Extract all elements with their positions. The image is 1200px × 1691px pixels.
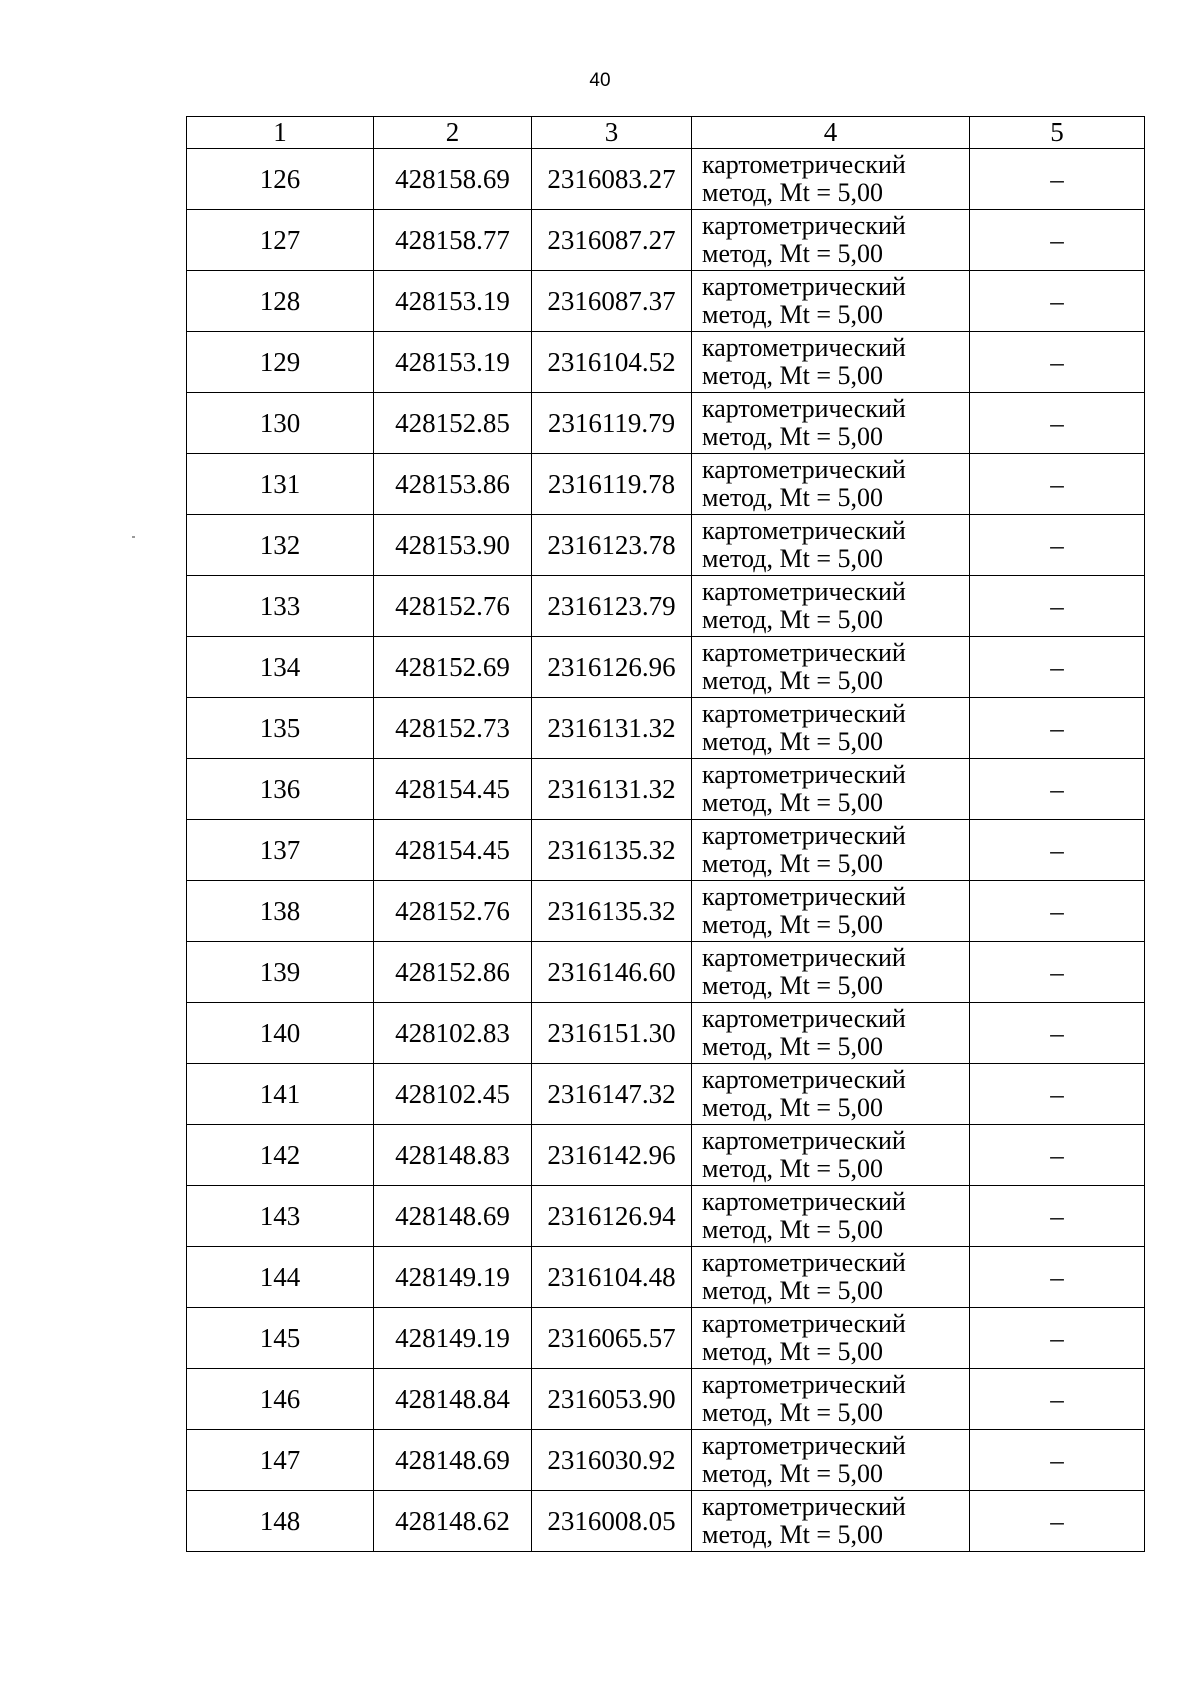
note-cell: – [970, 698, 1145, 759]
x-coordinate-cell: 428152.76 [374, 576, 532, 637]
method-cell: картометрический метод, Mt = 5,00 [692, 1247, 970, 1308]
y-coordinate-cell: 2316053.90 [532, 1369, 692, 1430]
point-number-cell: 140 [187, 1003, 374, 1064]
point-number-cell: 132 [187, 515, 374, 576]
point-number-cell: 130 [187, 393, 374, 454]
note-cell: – [970, 210, 1145, 271]
point-number-cell: 146 [187, 1369, 374, 1430]
note-cell: – [970, 1491, 1145, 1552]
method-cell: картометрический метод, Mt = 5,00 [692, 149, 970, 210]
x-coordinate-cell: 428148.62 [374, 1491, 532, 1552]
x-coordinate-cell: 428154.45 [374, 820, 532, 881]
x-coordinate-cell: 428152.85 [374, 393, 532, 454]
coordinates-table [186, 116, 1145, 1552]
y-coordinate-cell: 2316087.37 [532, 271, 692, 332]
method-cell: картометрический метод, Mt = 5,00 [692, 332, 970, 393]
table-row [187, 1003, 1145, 1064]
note-cell: – [970, 1369, 1145, 1430]
method-cell: картометрический метод, Mt = 5,00 [692, 576, 970, 637]
method-cell: картометрический метод, Mt = 5,00 [692, 1430, 970, 1491]
note-cell: – [970, 454, 1145, 515]
y-coordinate-cell: 2316146.60 [532, 942, 692, 1003]
table-row [187, 942, 1145, 1003]
method-cell: картометрический метод, Mt = 5,00 [692, 881, 970, 942]
y-coordinate-cell: 2316126.94 [532, 1186, 692, 1247]
x-coordinate-cell: 428149.19 [374, 1308, 532, 1369]
table-row [187, 637, 1145, 698]
table-row [187, 881, 1145, 942]
column-header-4: 4 [692, 117, 970, 149]
method-cell: картометрический метод, Mt = 5,00 [692, 1491, 970, 1552]
x-coordinate-cell: 428152.73 [374, 698, 532, 759]
method-cell: картометрический метод, Mt = 5,00 [692, 1125, 970, 1186]
method-cell: картометрический метод, Mt = 5,00 [692, 210, 970, 271]
note-cell: – [970, 942, 1145, 1003]
header-row [187, 117, 1145, 149]
y-coordinate-cell: 2316065.57 [532, 1308, 692, 1369]
method-cell: картометрический метод, Mt = 5,00 [692, 942, 970, 1003]
note-cell: – [970, 149, 1145, 210]
note-cell: – [970, 1125, 1145, 1186]
table-body [187, 149, 1145, 1552]
x-coordinate-cell: 428148.83 [374, 1125, 532, 1186]
note-cell: – [970, 576, 1145, 637]
x-coordinate-cell: 428149.19 [374, 1247, 532, 1308]
y-coordinate-cell: 2316126.96 [532, 637, 692, 698]
x-coordinate-cell: 428158.77 [374, 210, 532, 271]
y-coordinate-cell: 2316135.32 [532, 820, 692, 881]
method-cell: картометрический метод, Mt = 5,00 [692, 393, 970, 454]
column-header-1: 1 [187, 117, 374, 149]
point-number-cell: 143 [187, 1186, 374, 1247]
point-number-cell: 135 [187, 698, 374, 759]
table-row [187, 820, 1145, 881]
point-number-cell: 133 [187, 576, 374, 637]
point-number-cell: 126 [187, 149, 374, 210]
table-row [187, 1186, 1145, 1247]
x-coordinate-cell: 428154.45 [374, 759, 532, 820]
y-coordinate-cell: 2316119.78 [532, 454, 692, 515]
x-coordinate-cell: 428148.69 [374, 1430, 532, 1491]
x-coordinate-cell: 428102.45 [374, 1064, 532, 1125]
note-cell: – [970, 515, 1145, 576]
method-cell: картометрический метод, Mt = 5,00 [692, 1369, 970, 1430]
note-cell: – [970, 637, 1145, 698]
table-header [187, 117, 1145, 149]
y-coordinate-cell: 2316123.79 [532, 576, 692, 637]
note-cell: – [970, 1247, 1145, 1308]
point-number-cell: 141 [187, 1064, 374, 1125]
point-number-cell: 148 [187, 1491, 374, 1552]
table-row [187, 1369, 1145, 1430]
point-number-cell: 144 [187, 1247, 374, 1308]
method-cell: картометрический метод, Mt = 5,00 [692, 1308, 970, 1369]
point-number-cell: 137 [187, 820, 374, 881]
y-coordinate-cell: 2316008.05 [532, 1491, 692, 1552]
y-coordinate-cell: 2316104.48 [532, 1247, 692, 1308]
column-header-2: 2 [374, 117, 532, 149]
method-cell: картометрический метод, Mt = 5,00 [692, 454, 970, 515]
x-coordinate-cell: 428148.84 [374, 1369, 532, 1430]
table-row [187, 759, 1145, 820]
point-number-cell: 129 [187, 332, 374, 393]
y-coordinate-cell: 2316131.32 [532, 698, 692, 759]
note-cell: – [970, 1064, 1145, 1125]
table-row [187, 332, 1145, 393]
point-number-cell: 147 [187, 1430, 374, 1491]
x-coordinate-cell: 428153.90 [374, 515, 532, 576]
x-coordinate-cell: 428152.86 [374, 942, 532, 1003]
y-coordinate-cell: 2316030.92 [532, 1430, 692, 1491]
y-coordinate-cell: 2316123.78 [532, 515, 692, 576]
note-cell: – [970, 759, 1145, 820]
point-number-cell: 134 [187, 637, 374, 698]
x-coordinate-cell: 428158.69 [374, 149, 532, 210]
column-header-5: 5 [970, 117, 1145, 149]
table-row [187, 1430, 1145, 1491]
scan-speck [132, 536, 135, 538]
method-cell: картометрический метод, Mt = 5,00 [692, 1186, 970, 1247]
y-coordinate-cell: 2316104.52 [532, 332, 692, 393]
table-row [187, 271, 1145, 332]
method-cell: картометрический метод, Mt = 5,00 [692, 698, 970, 759]
note-cell: – [970, 1003, 1145, 1064]
method-cell: картометрический метод, Mt = 5,00 [692, 271, 970, 332]
note-cell: – [970, 393, 1145, 454]
y-coordinate-cell: 2316083.27 [532, 149, 692, 210]
method-cell: картометрический метод, Mt = 5,00 [692, 1064, 970, 1125]
x-coordinate-cell: 428152.76 [374, 881, 532, 942]
point-number-cell: 131 [187, 454, 374, 515]
y-coordinate-cell: 2316131.32 [532, 759, 692, 820]
table-row [187, 515, 1145, 576]
table-row [187, 1491, 1145, 1552]
y-coordinate-cell: 2316135.32 [532, 881, 692, 942]
method-cell: картометрический метод, Mt = 5,00 [692, 759, 970, 820]
y-coordinate-cell: 2316151.30 [532, 1003, 692, 1064]
note-cell: – [970, 1186, 1145, 1247]
table-row [187, 698, 1145, 759]
table-row [187, 454, 1145, 515]
point-number-cell: 128 [187, 271, 374, 332]
y-coordinate-cell: 2316119.79 [532, 393, 692, 454]
note-cell: – [970, 820, 1145, 881]
table-row [187, 149, 1145, 210]
point-number-cell: 136 [187, 759, 374, 820]
table-row [187, 576, 1145, 637]
point-number-cell: 145 [187, 1308, 374, 1369]
x-coordinate-cell: 428102.83 [374, 1003, 532, 1064]
note-cell: – [970, 1430, 1145, 1491]
table-row [187, 1247, 1145, 1308]
y-coordinate-cell: 2316087.27 [532, 210, 692, 271]
point-number-cell: 138 [187, 881, 374, 942]
y-coordinate-cell: 2316142.96 [532, 1125, 692, 1186]
table-row [187, 1064, 1145, 1125]
method-cell: картометрический метод, Mt = 5,00 [692, 820, 970, 881]
y-coordinate-cell: 2316147.32 [532, 1064, 692, 1125]
point-number-cell: 142 [187, 1125, 374, 1186]
x-coordinate-cell: 428153.19 [374, 332, 532, 393]
page-number: 40 [589, 70, 611, 91]
method-cell: картометрический метод, Mt = 5,00 [692, 637, 970, 698]
note-cell: – [970, 881, 1145, 942]
method-cell: картометрический метод, Mt = 5,00 [692, 515, 970, 576]
table-row [187, 1125, 1145, 1186]
note-cell: – [970, 332, 1145, 393]
table-row [187, 1308, 1145, 1369]
table-row [187, 210, 1145, 271]
x-coordinate-cell: 428153.86 [374, 454, 532, 515]
x-coordinate-cell: 428148.69 [374, 1186, 532, 1247]
note-cell: – [970, 1308, 1145, 1369]
method-cell: картометрический метод, Mt = 5,00 [692, 1003, 970, 1064]
x-coordinate-cell: 428152.69 [374, 637, 532, 698]
point-number-cell: 139 [187, 942, 374, 1003]
table-row [187, 393, 1145, 454]
column-header-3: 3 [532, 117, 692, 149]
note-cell: – [970, 271, 1145, 332]
x-coordinate-cell: 428153.19 [374, 271, 532, 332]
point-number-cell: 127 [187, 210, 374, 271]
